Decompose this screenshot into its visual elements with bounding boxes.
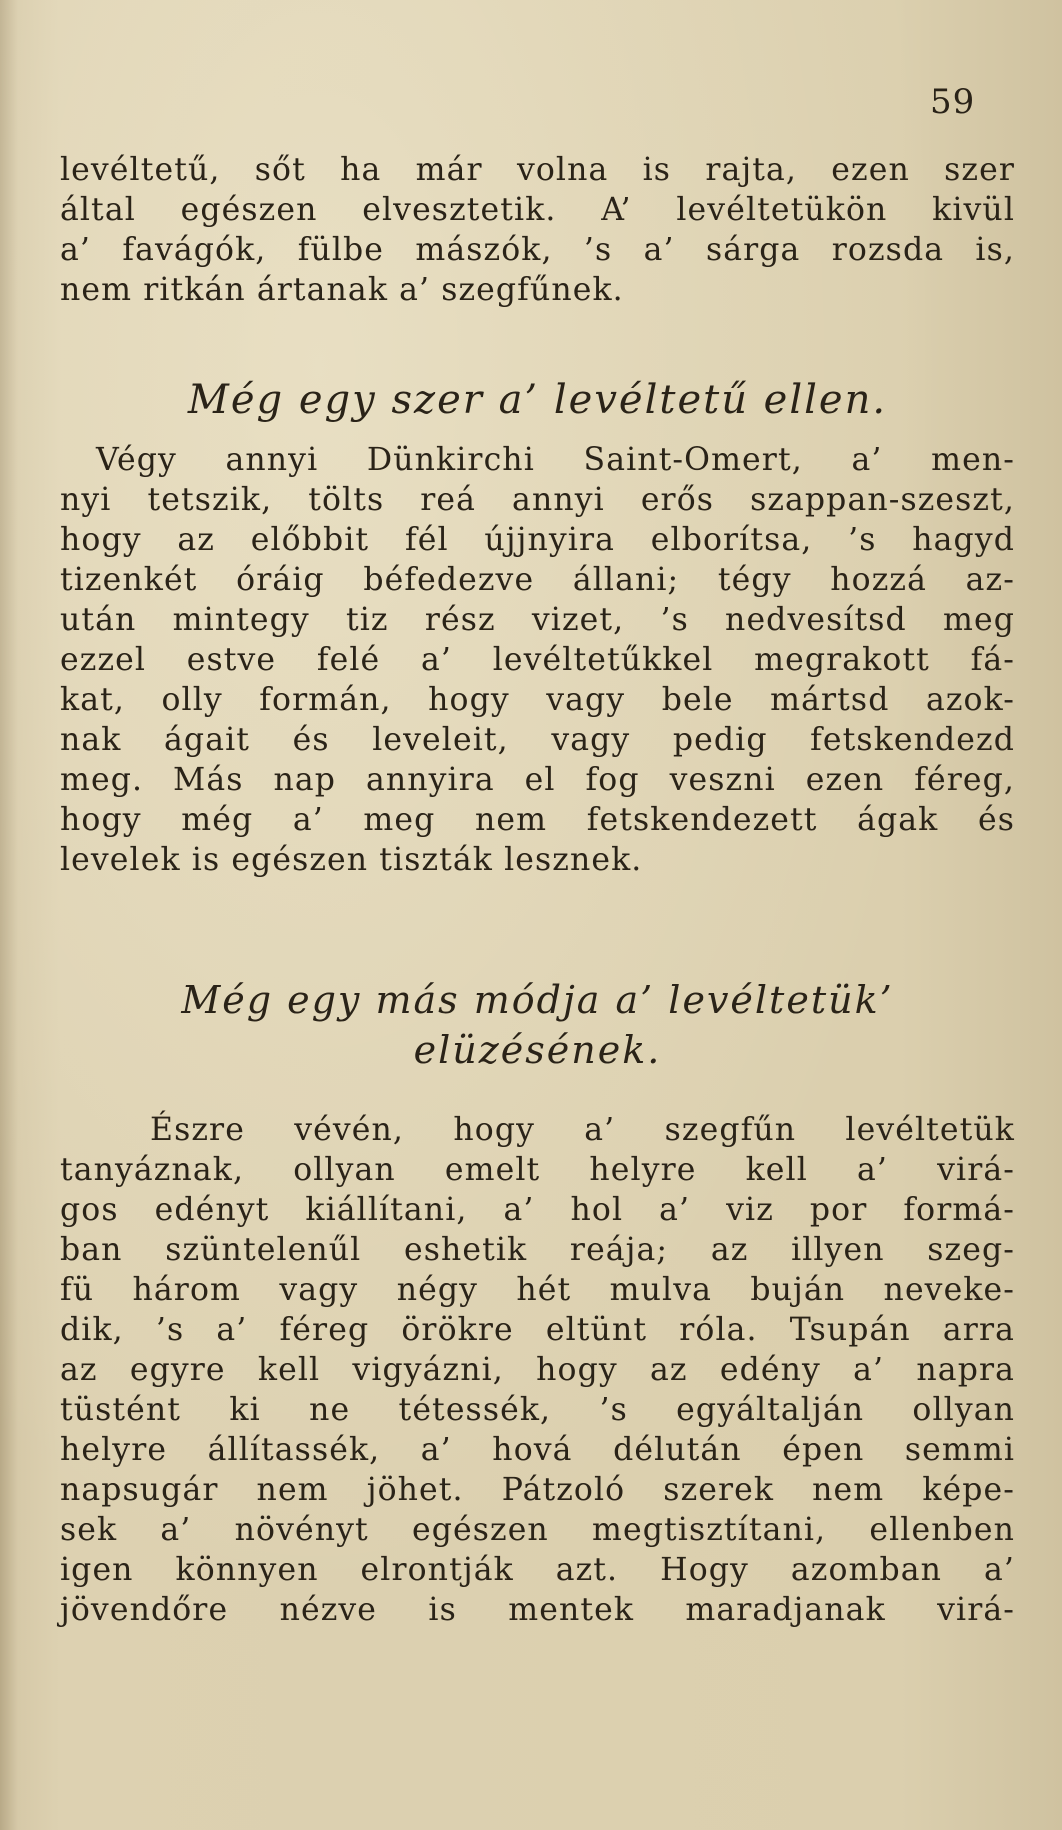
text-line: tanyáznak, ollyan emelt helyre kell a’ virá- [60,1152,1015,1188]
text-line: gos edényt kiállítani, a’ hol a’ viz por formá- [60,1192,1015,1228]
text-line: kat, olly formán, hogy vagy bele mártsd azok- [60,682,1015,718]
text-line: fü három vagy négy hét mulva buján neveke- [60,1272,1015,1308]
text-line: meg. Más nap annyira el fog veszni ezen féreg, [60,762,1015,798]
text-line: sek a’ növényt egészen megtisztítani, ellenben [60,1512,1015,1548]
text-line: ezzel estve felé a’ levéltetűkkel megrakott fá- [60,642,1015,678]
text-line: után mintegy tiz rész vizet, ’s nedvesítsd meg [60,602,1015,638]
text-line: nem ritkán ártanak a’ szegfűnek. [60,272,624,308]
heading-line: elüzésének. [413,1028,662,1072]
text-line: által egészen elvesztetik. A’ levéltetükön kivül [60,192,1015,228]
text-line: nak ágait és leveleit, vagy pedig fetskendezd [60,722,1015,758]
paragraph-2 [60,440,1015,880]
text-line: hogy az előbbit fél újjnyira elborítsa, ’s hagyd [60,522,1015,558]
text-line: Végy annyi Dünkirchi Saint-Omert, a’ men- [96,442,1015,478]
text-line: jövendőre nézve is mentek maradjanak virá- [60,1592,1015,1628]
text-line: ban szüntelenűl eshetik reája; az illyen szeg- [60,1232,1015,1268]
text-line: igen könnyen elrontják azt. Hogy azomban a’ [60,1552,1015,1588]
text-line: Észre vévén, hogy a’ szegfűn levéltetük [150,1112,1015,1148]
text-line: levéltetű, sőt ha már volna is rajta, ezen szer [60,152,1015,188]
paragraph-1 [60,150,1015,310]
text-line: az egyre kell vigyázni, hogy az edény a’ napra [60,1352,1015,1388]
section-heading-1 [60,375,1015,425]
text-line: levelek is egészen tiszták lesznek. [60,842,643,878]
heading-line: Még egy más módja a’ levéltetük’ [181,978,894,1022]
text-line: hogy még a’ meg nem fetskendezett ágak és [60,802,1015,838]
heading-line: Még egy szer a’ levéltetű ellen. [187,377,888,423]
text-line: tizenkét óráig béfedezve állani; tégy hozzá az- [60,562,1015,598]
text-line: nyi tetszik, tölts reá annyi erős szappan-szeszt, [60,482,1015,518]
text-line: a’ favágók, fülbe mászók, ’s a’ sárga rozsda is, [60,232,1015,268]
text-line: dik, ’s a’ féreg örökre eltünt róla. Tsupán arra [60,1312,1015,1348]
section-heading-2 [60,975,1015,1075]
text-line: napsugár nem jöhet. Pátzoló szerek nem képe- [60,1472,1015,1508]
page-number: 59 [930,82,976,122]
text-line: tüstént ki ne tétessék, ’s egyáltalján ollyan [60,1392,1015,1428]
text-line: helyre állítassék, a’ hová délután épen semmi [60,1432,1015,1468]
paragraph-3 [60,1110,1015,1630]
